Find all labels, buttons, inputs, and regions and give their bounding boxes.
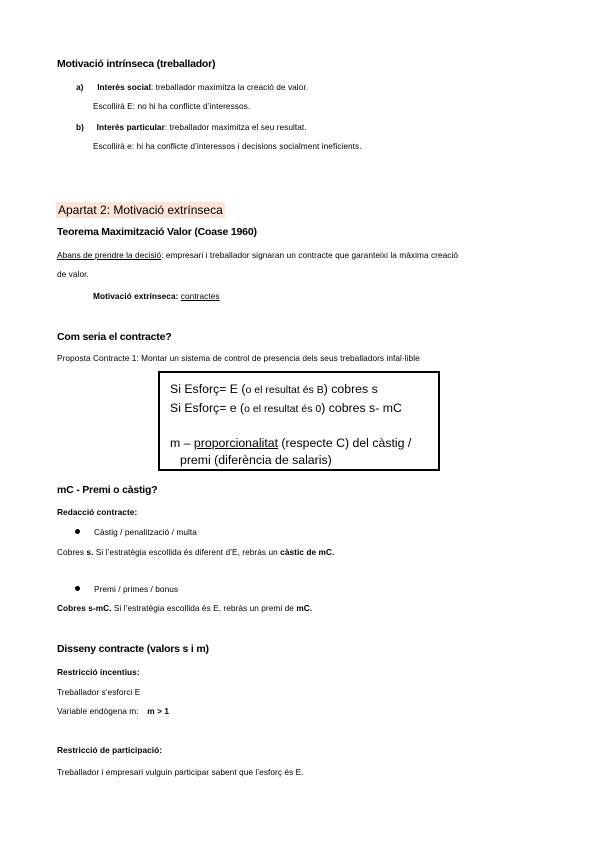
particular-interest-note: Escollirà e: hi ha conflicte d’interessos i decisions socialment ineficients. xyxy=(93,141,362,151)
contract-heading: Com seria el contracte? xyxy=(57,331,172,343)
bullet-item: Premi / primes / bonus xyxy=(75,584,178,594)
bullet-item: Càstig / penalització / multa xyxy=(75,527,197,537)
theorem-heading: Teorema Maximització Valor (Coase 1960) xyxy=(57,226,257,238)
extrinsic-value: contractes xyxy=(180,291,220,301)
punishment-line: Cobres s. Si l’estratègia escollida és diferent d’E, rebràs un càstic de mC. xyxy=(57,547,335,557)
participation-label: Restricció de participació: xyxy=(57,745,163,755)
reward-heading: mC - Premi o càstig? xyxy=(57,484,158,496)
reward-line: Cobres s-mC. Si l’estratègia escollida és E, rebràs un premi de mC. xyxy=(57,603,313,613)
box-line-3: m – proporcionalitat (respecte C) del càstig / xyxy=(170,436,412,450)
participation-text: Treballador i empresari vulguin participar sabent que l’esforç és E. xyxy=(57,767,304,777)
contract-proposal: Proposta Contracte 1: Montar un sistema de control de presencia dels seus treballadors infal·lible xyxy=(57,353,420,363)
before-decision-label: Abans de prendre la decisió xyxy=(57,250,162,260)
contract-box xyxy=(158,371,440,471)
box-line-1: Si Esforç= E (o el resultat és B) cobres s xyxy=(170,382,378,396)
section-title: Apartat 2: Motivació extrínseca xyxy=(58,203,223,217)
variable-label: Variable endògena m: xyxy=(57,706,139,716)
before-decision-text-cont: de valor. xyxy=(57,269,89,279)
extrinsic-line xyxy=(93,291,220,301)
particular-interest-text: : treballador maximitza el seu resultat. xyxy=(164,122,307,132)
incentive-text: Treballador s’esforci E xyxy=(57,687,141,697)
variable-line xyxy=(57,706,169,716)
list-item-b xyxy=(76,122,307,132)
design-heading: Disseny contracte (valors s i m) xyxy=(57,643,209,655)
list-marker: a) xyxy=(76,82,84,92)
before-decision-line xyxy=(57,250,458,260)
bullet-icon xyxy=(75,529,80,534)
box-line-2: Si Esforç= e (o el resultat és 0) cobres s- mC xyxy=(170,401,402,415)
social-interest-note: Escollirà E: no hi ha conflicte d’interessos. xyxy=(93,101,251,111)
list-marker: b) xyxy=(76,122,84,132)
extrinsic-label: Motivació extrínseca: xyxy=(93,291,181,301)
before-decision-text: : empresari i treballador signaran un contracte que garanteixi la màxima creació xyxy=(161,250,459,260)
social-interest-label: Interès social xyxy=(97,82,151,92)
bullet-icon xyxy=(75,586,80,591)
particular-interest-label: Interès particular xyxy=(96,122,165,132)
variable-value: m > 1 xyxy=(147,706,169,716)
redaction-label: Redacció contracte: xyxy=(57,507,138,517)
list-item-a xyxy=(76,82,308,92)
incentive-label: Restricció incentius: xyxy=(57,667,140,677)
intrinsic-heading: Motivació intrínseca (treballador) xyxy=(57,58,216,70)
box-line-4: premi (diferència de salaris) xyxy=(180,453,332,467)
social-interest-text: : treballador maximitza la creació de valor. xyxy=(150,82,309,92)
